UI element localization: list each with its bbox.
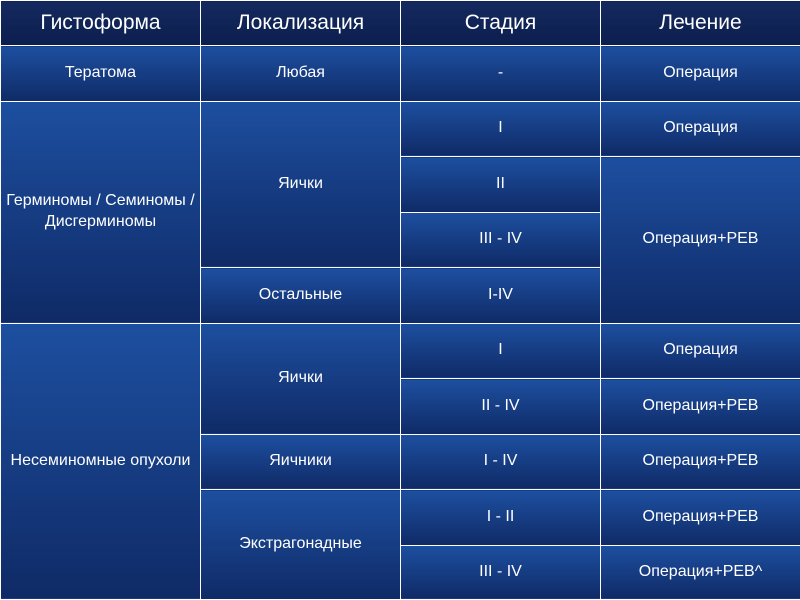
stage-cell: I - IV [401, 434, 601, 490]
localization-cell: Любая [201, 46, 401, 102]
header-row [1, 1, 800, 46]
treatment-cell: Операция [601, 101, 800, 157]
localization-cell: Экстрагонадные [201, 490, 401, 600]
header-treatment: Лечение [601, 1, 800, 46]
treatment-cell: Операция [601, 323, 800, 379]
stage-cell: I - II [401, 490, 601, 546]
table-row [1, 46, 800, 102]
stage-cell: III - IV [401, 212, 601, 268]
localization-cell: Яички [201, 101, 401, 268]
treatment-cell: Операция+PEB [601, 157, 800, 324]
stage-cell: - [401, 46, 601, 102]
treatment-cell: Операция+PEB [601, 379, 800, 435]
table-row [1, 101, 800, 157]
histoform-cell: Тератома [1, 46, 201, 102]
localization-cell: Яичники [201, 434, 401, 490]
stage-cell: I-IV [401, 268, 601, 324]
header-localization: Локализация [201, 1, 401, 46]
stage-cell: I [401, 101, 601, 157]
treatment-cell: Операция+PEB^ [601, 545, 800, 600]
table-row [1, 323, 800, 379]
treatment-cell: Операция [601, 46, 800, 102]
stage-cell: II - IV [401, 379, 601, 435]
histoform-cell: Герминомы / Семиномы / Дисгерминомы [1, 101, 201, 323]
treatment-cell: Операция+PEB [601, 434, 800, 490]
localization-cell: Яички [201, 323, 401, 434]
stage-cell: III - IV [401, 545, 601, 600]
treatment-cell: Операция+PEB [601, 490, 800, 546]
stage-cell: II [401, 157, 601, 213]
stage-cell: I [401, 323, 601, 379]
localization-cell: Остальные [201, 268, 401, 324]
header-histoform: Гистоформа [1, 1, 201, 46]
histoform-cell: Несеминомные опухоли [1, 323, 201, 600]
header-stage: Стадия [401, 1, 601, 46]
